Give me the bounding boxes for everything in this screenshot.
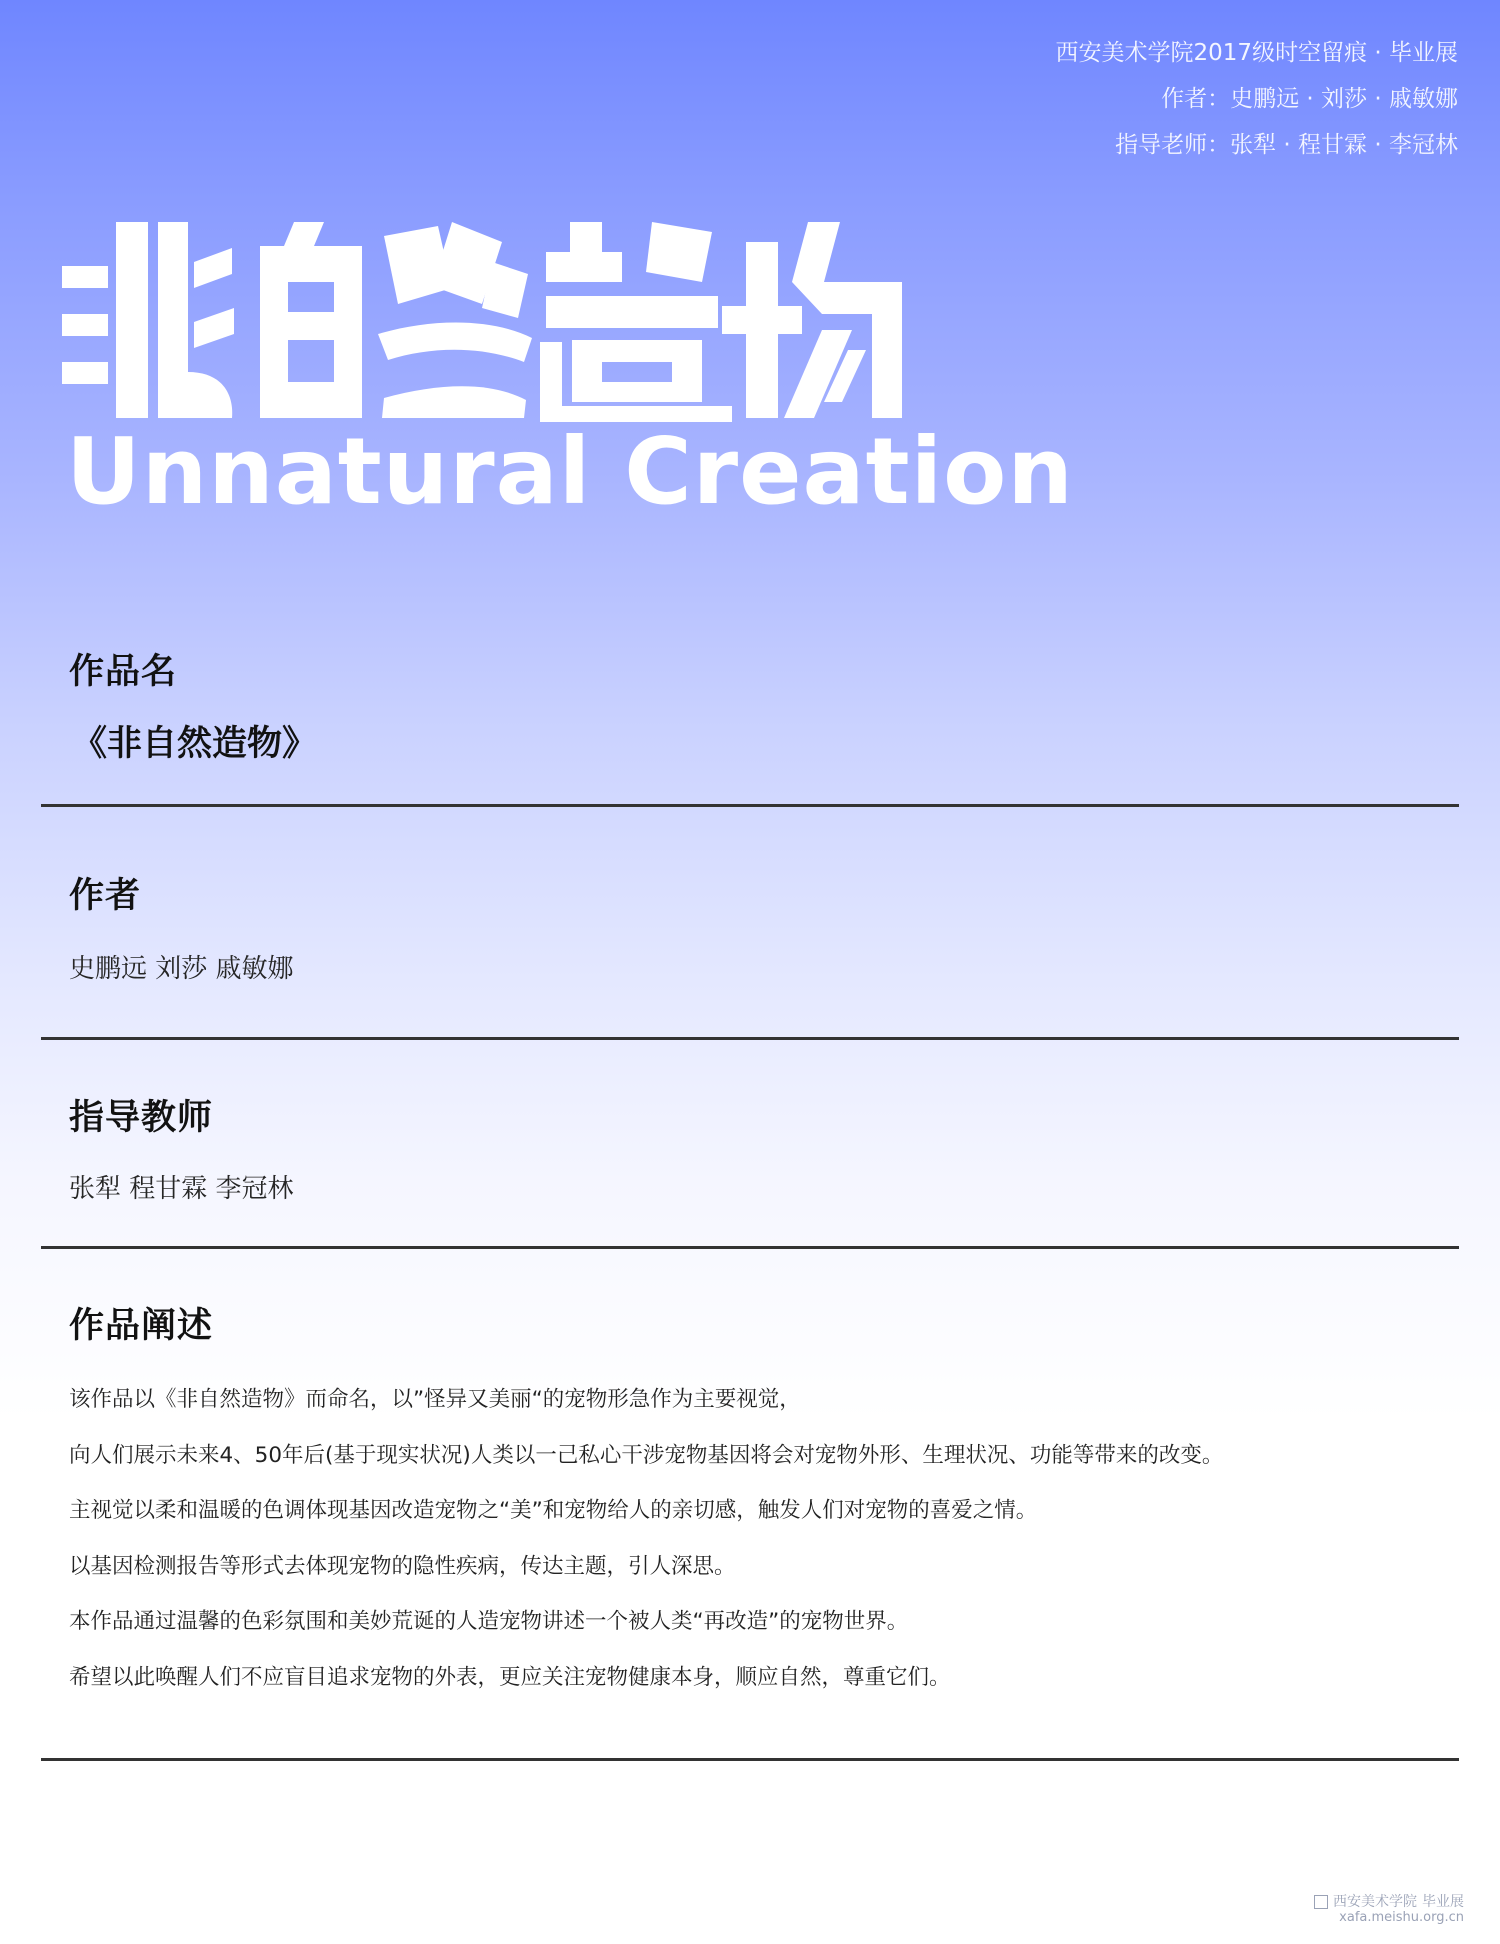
description-body <box>69 1372 1223 1705</box>
header-info <box>1056 30 1458 168</box>
logo-glyph-zi <box>260 222 362 418</box>
description-line: 该作品以《非自然造物》而命名，以”怪异又美丽“的宠物形急作为主要视觉， <box>69 1387 801 1412</box>
description-line: 以基因检测报告等形式去体现宠物的隐性疾病，传达主题，引人深思。 <box>69 1553 736 1579</box>
watermark-url: xafa.meishu.org.cn <box>1339 1910 1464 1925</box>
logo-glyph-ran <box>378 222 532 418</box>
logo-cn <box>62 222 902 432</box>
watermark <box>1314 1894 1464 1926</box>
description-line: 本作品通过温馨的色彩氛围和美妙荒诞的人造宠物讲述一个被人类“再改造”的宠物世界。 <box>69 1609 909 1634</box>
description-line: 希望以此唤醒人们不应盲目追求宠物的外表，更应关注宠物健康本身，顺应自然，尊重它们。 <box>69 1664 951 1690</box>
divider <box>41 1246 1459 1249</box>
divider <box>41 1037 1459 1040</box>
header-advisors: 指导老师：张犁 · 程甘霖 · 李冠林 <box>1115 132 1458 158</box>
logo-glyph-fei <box>62 222 234 418</box>
header-authors: 作者：史鹏远 · 刘莎 · 戚敏娜 <box>1161 86 1458 112</box>
divider <box>41 804 1459 807</box>
description-line: 主视觉以柔和温暖的色调体现基因改造宠物之“美”和宠物给人的亲切感，触发人们对宠物的喜爱之情。 <box>69 1498 1038 1523</box>
advisors-heading: 指导教师 <box>69 1098 214 1138</box>
work-name-value: 《非自然造物》 <box>72 724 318 764</box>
logo-glyph-wu <box>722 222 902 418</box>
description-heading: 作品阐述 <box>69 1306 214 1346</box>
watermark-brand: 西安美术学院 <box>1333 1894 1417 1910</box>
divider <box>41 1758 1459 1761</box>
logo-glyph-zao <box>540 222 732 422</box>
watermark-label: 毕业展 <box>1422 1894 1464 1910</box>
description-line: 向人们展示未来4、50年后(基于现实状况)人类以一己私心干涉宠物基因将会对宠物外形、生理状况、功能等带来的改变。 <box>69 1442 1224 1468</box>
watermark-logo-icon <box>1314 1895 1328 1909</box>
logo-en: Unnatural Creation <box>66 418 1074 525</box>
advisors-value: 张犁 程甘霖 李冠林 <box>69 1174 294 1204</box>
exhibition-title: 西安美术学院2017级时空留痕 · 毕业展 <box>1055 40 1458 66</box>
work-name-heading: 作品名 <box>69 652 178 692</box>
authors-value: 史鹏远 刘莎 戚敏娜 <box>69 954 294 984</box>
authors-heading: 作者 <box>69 876 142 916</box>
